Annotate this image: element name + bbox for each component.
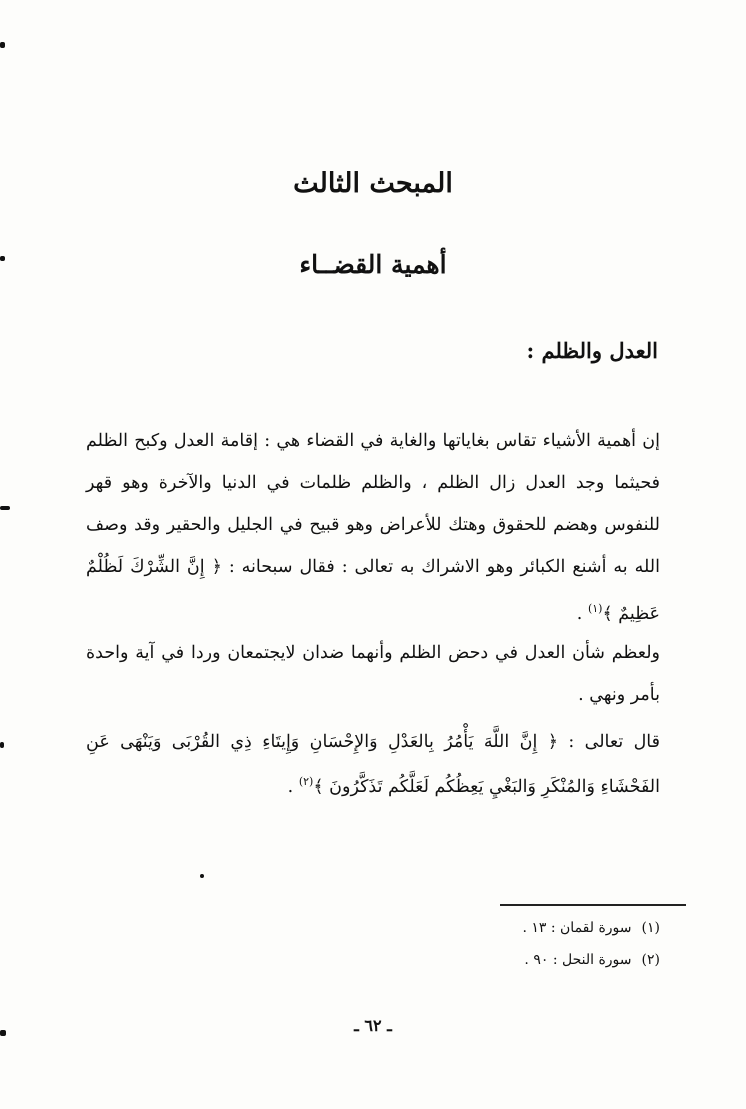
paragraph-text: ولعظم شأن العدل في دحض الظلم وأنهما ضدان لايجتمعان وردا في آية واحدة بأمر ونهي . (86, 643, 660, 705)
footnote-ref: (١) (587, 602, 603, 615)
footnote-text: سورة النحل : ٩٠ . (524, 952, 632, 968)
section-title: أهمية القضــاء (299, 250, 447, 279)
footnote-divider (500, 904, 686, 906)
paragraph-2 (86, 632, 660, 716)
paragraph-1 (86, 420, 660, 635)
scan-mark (0, 42, 5, 48)
footnote-item (522, 944, 660, 976)
paragraph-text: قال تعالى : ﴿ إِنَّ اللَّهَ يَأْمُرُ بِالعَدْلِ وَالإِحْسَانِ وَإِيتَاءِ ذِي القُرْبَى وَيَنْهَى عَنِ الفَحْشَاءِ وَالمُنْكَرِ وَالبَغْيِ يَعِظُكُم لَعَلَّكُم تَذَكَّرُونَ ﴾ (86, 732, 660, 797)
page-number: ـ ٦٢ ـ (354, 1016, 392, 1035)
footnote-ref: (٢) (298, 775, 314, 788)
paragraph-3 (86, 722, 660, 807)
paragraph-tail: . (576, 603, 588, 624)
footnotes (522, 912, 660, 976)
subheading: العدل والظلم : (526, 338, 658, 363)
scan-mark (200, 874, 204, 878)
footnote-number: (٢) (641, 952, 660, 968)
scan-mark (0, 742, 4, 748)
footnote-item (522, 912, 660, 944)
paragraph-text: إن أهمية الأشياء تقاس بغاياتها والغاية في القضاء هي : إقامة العدل وكبح الظلم فحيثما وجد العدل زال الظلم ، والظلم ظلمات في الدنيا والآخرة وهو قهر للنفوس وهضم للحقوق وهتك للأعراض وهو قبيح في الجليل والحقير وقد وصف الله به أشنع الكبائر وهو الاشراك به تعالى : فقال سبحانه : ﴿ إِنَّ الشِّرْكَ لَظُلْمٌ عَظِيمٌ ﴾ (86, 431, 660, 624)
chapter-title: المبحث الثالث (293, 168, 453, 199)
footnote-text: سورة لقمان : ١٣ . (522, 920, 632, 936)
footnote-number: (١) (641, 920, 660, 936)
paragraph-tail: . (287, 776, 299, 797)
scan-mark (0, 506, 10, 510)
